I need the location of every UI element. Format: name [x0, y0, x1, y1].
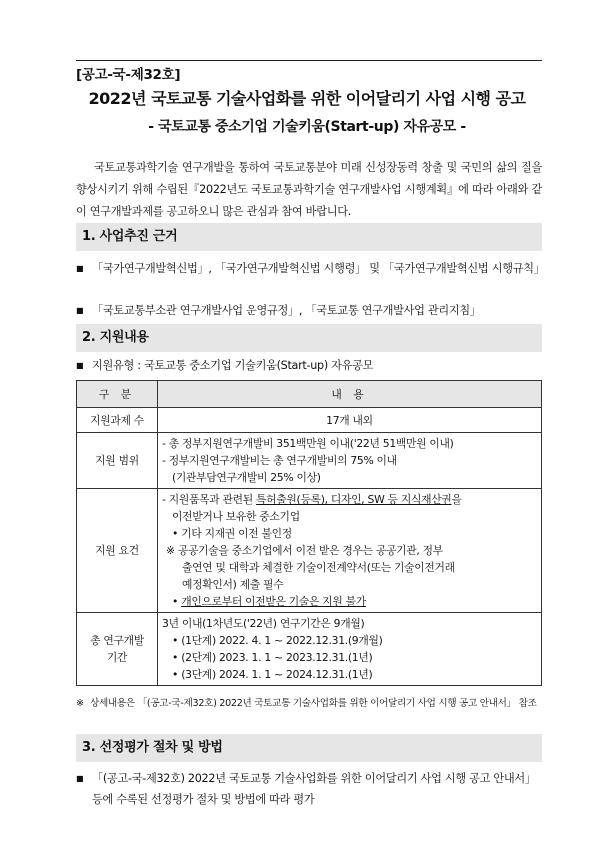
row-value-requirements: - 지원품목과 관련된 특허출원(등록), 디자인, SW 등 지식재산권을 이전받거나 보유한 중소기업 • 기타 지재권 이전 불인정 ※ 공공기술을 중소기업에서 이전 받은 경우는 공공기관, 정부 출연연 및 대학과 체결한 기술이전계약서(또는 기술이전거래 예정확인서) 제출 필수 • 개인으로부터 이전받은 기술은 지원 불가	[158, 489, 542, 613]
page-subtitle: - 국토교통 중소기업 기술키움(Start-up) 자유공모 -	[148, 119, 466, 135]
section-heading-basis: 1. 사업추진 근거	[76, 223, 542, 251]
row-label-requirements: 지원 요건	[77, 489, 158, 613]
section-heading-evaluation: 3. 선정평가 절차 및 방법	[76, 734, 542, 762]
row-value-project-count: 17개 내외	[158, 408, 542, 433]
square-bullet-icon: ■	[76, 774, 84, 783]
row-label-period: 총 연구개발 기간	[77, 613, 158, 686]
section-heading-support: 2. 지원내용	[76, 324, 542, 352]
row-value-period: 3년 이내(1차년도('22년) 연구기간은 9개월) • (1단계) 2022. 4. 1 ~ 2022.12.31.(9개월) • (2단계) 2023. 1. 1 ~ 2023.12.31.(1년) • (3단계) 2024. 1. 1 ~ 2024.12.31.(1년)	[158, 613, 542, 686]
list-item: ■ 「(공고-국-제32호) 2022년 국토교통 기술사업화를 위한 이어달리기 사업 시행 공고 안내서」 등에 수록된 선정평가 절차 및 방법에 따라 평가	[76, 768, 542, 810]
page-title: 2022년 국토교통 기술사업화를 위한 이어달리기 사업 시행 공고	[88, 89, 526, 108]
row-value-support-scope: - 총 정부지원연구개발비 351백만원 이내('22년 51백만원 이내) - 정부지원연구개발비는 총 연구개발비의 75% 이내 (기관부담연구개발비 25% 이상)	[158, 433, 542, 489]
table-header-content: 내 용	[158, 381, 542, 408]
row-label-project-count: 지원과제 수	[77, 408, 158, 433]
table-row	[77, 489, 542, 613]
reference-mark-icon: ※	[76, 698, 84, 709]
square-bullet-icon: ■	[76, 361, 84, 370]
support-table	[76, 380, 542, 686]
table-row	[77, 408, 542, 433]
intro-paragraph: 국토교통과학기술 연구개발을 통하여 국토교통분야 미래 신성장동력 창출 및 국민의 삶의 질을 향상시키기 위해 수립된『2022년도 국토교통과학기술 연구개발사업 시행계획』에 따라 아래와 같이 연구개발과제를 공고하오니 많은 관심과 참여 바랍니다.	[76, 161, 542, 218]
table-header-row	[77, 381, 542, 408]
table-header-category: 구 분	[77, 381, 158, 408]
table-row	[77, 433, 542, 489]
footnote: ※ 상세내용은 「(공고-국-제32호) 2022년 국토교통 기술사업화를 위한 이어달리기 사업 시행 공고 안내서」 참조	[76, 695, 542, 712]
square-bullet-icon: ■	[76, 264, 84, 273]
square-bullet-icon: ■	[76, 306, 84, 315]
list-item: ■ 「국가연구개발혁신법」, 「국가연구개발혁신법 시행령」 및 「국가연구개발혁신법 시행규칙」	[76, 258, 542, 279]
notice-number: [공고-국-제32호]	[76, 67, 181, 83]
list-item: ■ 「국토교통부소관 연구개발사업 운영규정」, 「국토교통 연구개발사업 관리지침」	[76, 300, 542, 321]
row-label-support-scope: 지원 범위	[77, 433, 158, 489]
list-item: ■ 지원유형 : 국토교통 중소기업 기술키움(Start-up) 자유공모	[76, 355, 542, 376]
table-row	[77, 613, 542, 686]
top-rule	[76, 60, 542, 61]
